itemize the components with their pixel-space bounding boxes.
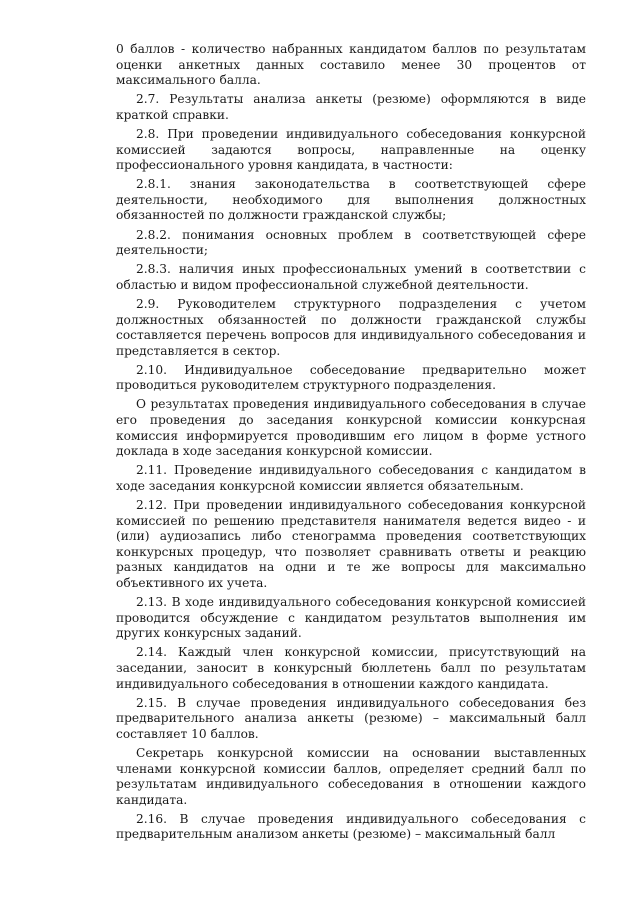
- paragraph: 2.8.1. знания законодательства в соответствующей сфере деятельности, необходимого для выполнения должностных обязанностей по должности гражданской службы;: [116, 177, 586, 223]
- paragraph: 2.11. Проведение индивидуального собеседования с кандидатом в ходе заседания конкурсной комиссии является обязательным.: [116, 463, 586, 493]
- paragraph: 2.12. При проведении индивидуального собеседования конкурсной комиссией по решению представителя нанимателя ведется видео - и (или) аудиозапись либо стенограмма проведения соответствующих конкурсных процедур, что позволяет сравнивать ответы и реакцию разных кандидатов на одни и те же вопросы для максимально объективного их учета.: [116, 498, 586, 590]
- paragraph: 2.14. Каждый член конкурсной комиссии, присутствующий на заседании, заносит в конкурсный бюллетень балл по результатам индивидуального собеседования в отношении каждого кандидата.: [116, 645, 586, 691]
- paragraph: О результатах проведения индивидуального собеседования в случае его проведения до заседания конкурсной комиссии конкурсная комиссия информируется проводившим его лицом в форме устного доклада в ходе заседания конкурсной комиссии.: [116, 397, 586, 459]
- paragraph: 2.10. Индивидуальное собеседование предварительно может проводиться руководителем структурного подразделения.: [116, 362, 586, 393]
- paragraph: 2.16. В случае проведения индивидуального собеседования с предварительным анализом анкеты (резюме) – максимальный балл: [116, 811, 586, 842]
- document-page: [116, 42, 586, 843]
- paragraph: Секретарь конкурсной комиссии на основании выставленных членами конкурсной комиссии баллов, определяет средний балл по результатам индивидуального собеседования в отношении каждого кандидата.: [116, 745, 586, 807]
- paragraph: 2.8. При проведении индивидуального собеседования конкурсной комиссией задаются вопросы, направленные на оценку профессионального уровня кандидата, в частности:: [116, 126, 586, 173]
- paragraph: 2.9. Руководителем структурного подразделения с учетом должностных обязанностей по должности гражданской службы составляется перечень вопросов для индивидуального собеседования и представляется в сектор.: [116, 296, 586, 358]
- paragraph: 2.8.2. понимания основных проблем в соответствующей сфере деятельности;: [116, 227, 586, 258]
- paragraph: 2.7. Результаты анализа анкеты (резюме) оформляются в виде краткой справки.: [116, 92, 586, 122]
- paragraph: 2.15. В случае проведения индивидуального собеседования без предварительного анализа анкеты (резюме) – максимальный балл составляет 10 баллов.: [116, 695, 586, 741]
- paragraph: 2.8.3. наличия иных профессиональных умений в соответствии с областью и видом профессиональной служебной деятельности.: [116, 262, 586, 292]
- paragraph: 2.13. В ходе индивидуального собеседования конкурсной комиссией проводится обсуждение с кандидатом результатов выполнения им других конкурсных заданий.: [116, 595, 586, 641]
- paragraph: 0 баллов - количество набранных кандидатом баллов по результатам оценки анкетных данных составило менее 30 процентов от максимального балла.: [116, 42, 586, 88]
